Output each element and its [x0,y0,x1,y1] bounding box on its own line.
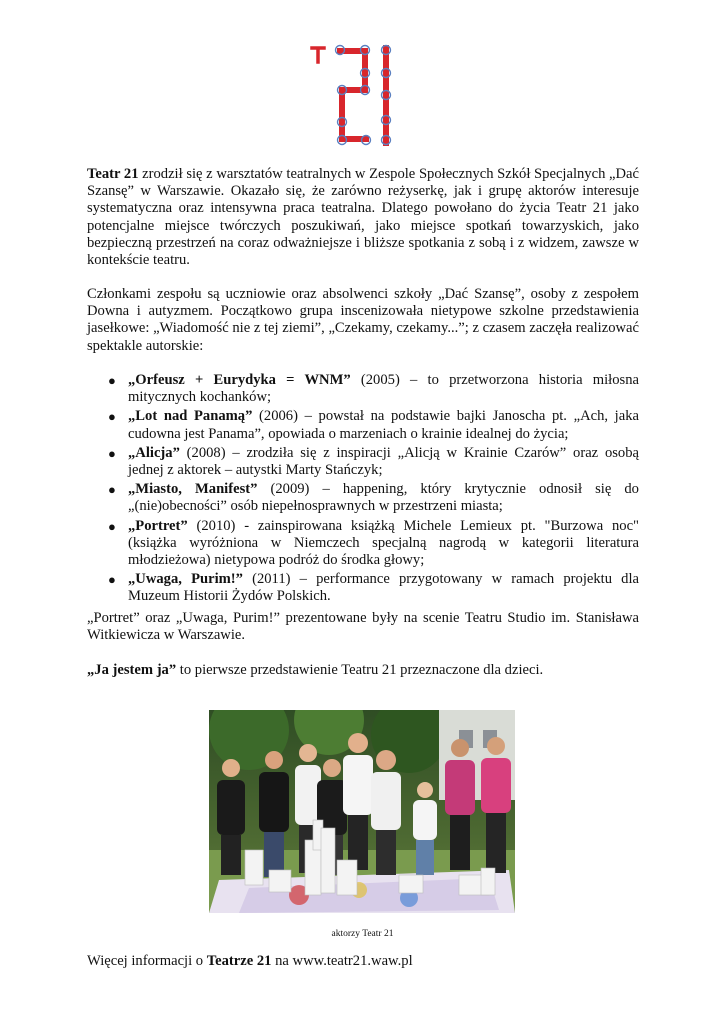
kids-paragraph [87,662,639,679]
works-list [87,372,639,606]
footer-prefix: Więcej informacji o [87,953,207,969]
works-list-item [87,481,639,515]
work-description: (2011) – performance przygotowany w ramach projektu dla Muzeum Historii Żydów Polskich. [128,571,639,605]
photo-caption: aktorzy Teatr 21 [331,929,394,939]
studio-paragraph: „Portret” oraz „Uwaga, Purim!” prezentowane były na scenie Teatru Studio im. Stanisława Witkiewicza w Warszawie. [87,610,639,644]
bullet-icon: ● [108,572,116,588]
works-list-item [87,571,639,605]
bullet-icon: ● [108,409,116,425]
works-list-item [87,445,639,479]
works-list-item [87,408,639,442]
intro-text: zrodził się z warsztatów teatralnych w Zespole Społecznych Szkół Specjalnych „Dać Szansę” w Warszawie. Okazało się, że zarówno reżyserkę, jak i grupę aktorów interesuje systematyczna oraz intensywna praca teatralna. Dlatego powołano do życia Teatr 21 jako potencjalne miejsce twórczych poszukiwań, jako miejsce spotkań towarzyskich, jako bezpieczną przestrzeń na coraz odważniejsze i bliższe spotkania z sobą i z widzem, zawsze w kontekście teatru. [87,166,639,269]
bullet-icon: ● [108,482,116,498]
kids-text: to pierwsze przedstawienie Teatru 21 przeznaczone dla dzieci. [176,662,544,678]
work-description: (2005) – to przetworzona historia miłosna mitycznych kochanków; [128,372,639,406]
works-list-item [87,518,639,570]
intro-lead: Teatr 21 [87,166,139,182]
work-title: „Portret” [128,517,188,534]
teatr21-logo [306,40,398,152]
bullet-icon: ● [108,518,116,534]
works-list-item [87,372,639,406]
actors-photo [209,710,515,913]
work-title: „Lot nad Panamą” [128,408,253,425]
kids-title: „Ja jestem ja” [87,662,177,678]
work-description: (2010) - zainspirowana książką Michele Lemieux pt. "Burzowa noc" (książka wyróżniona w Niemczech specjalną nagrodą w kategorii literatura młodzieżowa) nietypowa podróż do środka głowy; [128,517,639,569]
bullet-icon: ● [108,445,116,461]
footer-url-link[interactable]: www.teatr21.waw.pl [292,953,413,969]
work-title: „Orfeusz + Eurydyka = WNM” [128,372,351,388]
footer-name: Teatrze 21 [206,953,272,969]
bullet-icon: ● [108,373,116,388]
works-list-container [87,372,639,608]
intro-paragraph [87,166,639,269]
work-description: (2006) – powstał na podstawie bajki Janoscha pt. „Ach, jaka cudowna jest Panama”, opowiada o marzeniach o krainie idealnej do życia; [128,408,639,442]
work-title: „Miasto, Manifest” [128,481,258,498]
work-title: „Alicja” [128,444,180,461]
footer-middle: na [271,953,293,969]
footer-info [87,953,413,970]
work-title: „Uwaga, Purim!” [128,571,243,588]
work-description: (2008) – zrodziła się z inspiracji „Alicją w Krainie Czarów” oraz osobą jednej z aktorek – autystki Marty Stańczyk; [128,444,639,479]
work-description: (2009) – happening, który krytycznie odnosił się do „(nie)obecności” osób niepełnosprawnych w przestrzeni miasta; [128,481,639,515]
members-paragraph: Członkami zespołu są uczniowie oraz absolwenci szkoły „Dać Szansę”, osoby z zespołem Downa i autyzmem. Początkowo grupa inscenizowała nietypowe szkolne przedstawienia jasełkowe: „Wiadomość nie z tej ziemi”, „Czekamy, czekamy...”; z czasem zaczęła realizować spektakle autorskie: [87,286,639,354]
